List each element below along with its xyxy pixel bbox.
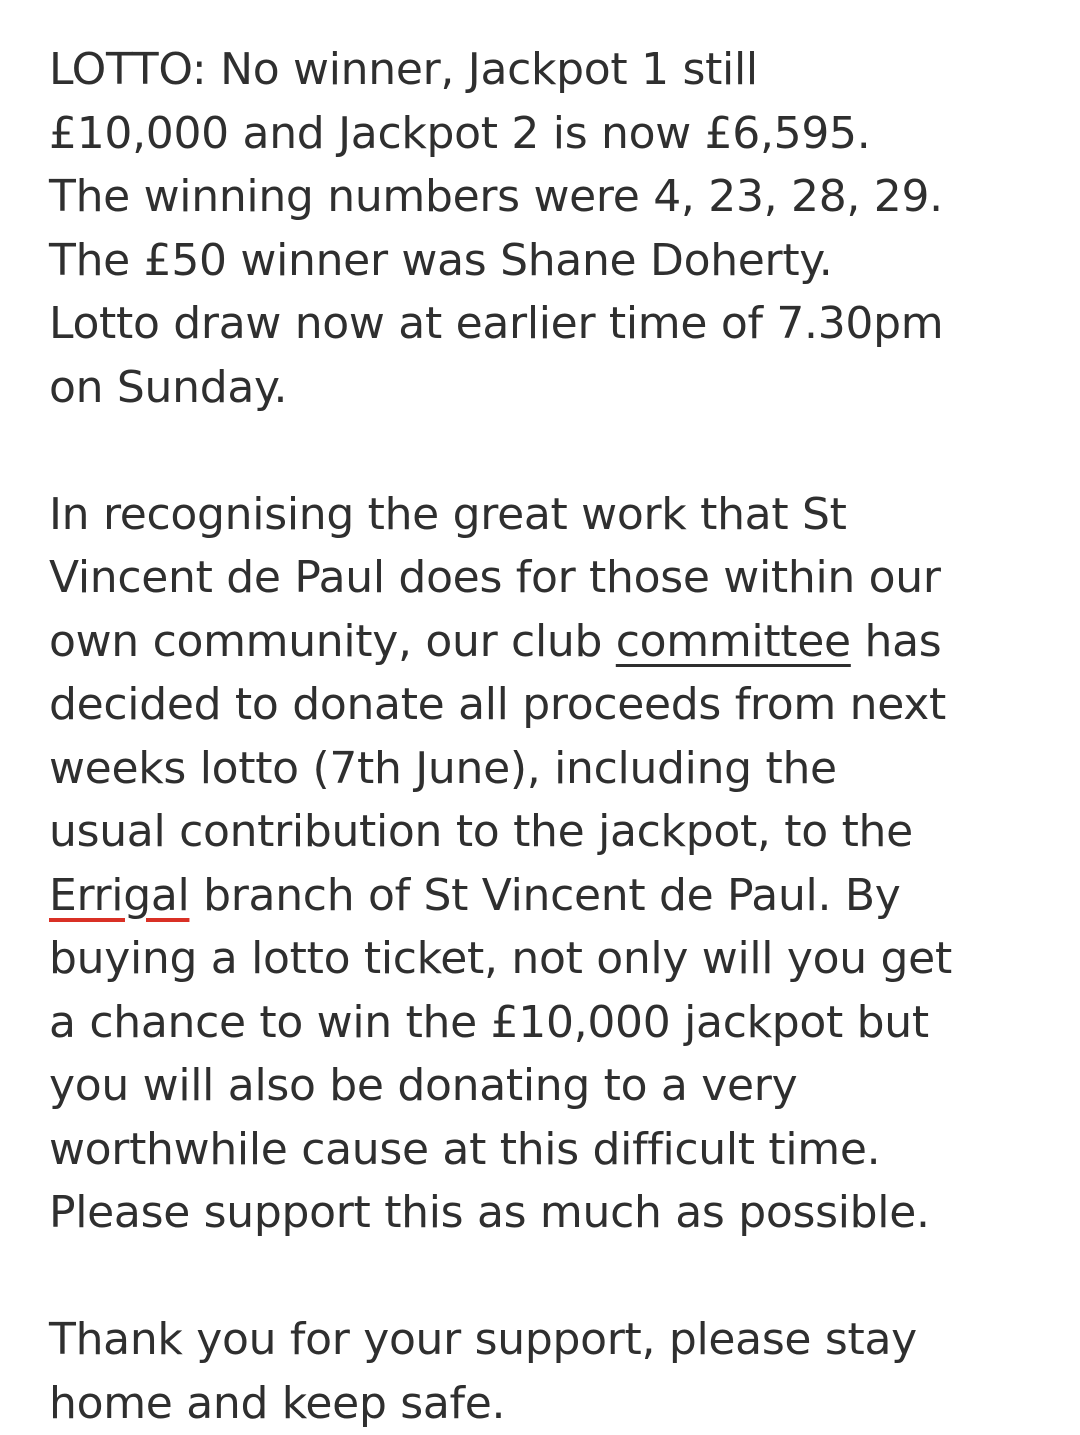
paragraph-donation [49, 483, 1049, 1245]
text-line: £10,000 and Jackpot 2 is now £6,595. [49, 107, 871, 159]
text-line: worthwhile cause at this difficult time. [49, 1123, 881, 1175]
text-segment: branch of St Vincent de Paul. By [189, 869, 901, 921]
text-line: The winning numbers were 4, 23, 28, 29. [49, 171, 943, 222]
spellcheck-flagged-word[interactable]: Errigal [49, 869, 190, 921]
text-line: buying a lotto ticket, not only will you get [49, 933, 952, 984]
paragraph-gap [49, 419, 1049, 483]
paragraph-lotto-results [49, 38, 1049, 419]
text-line: The £50 winner was Shane Doherty. [49, 234, 833, 286]
text-line: Vincent de Paul does for those within our [49, 552, 941, 603]
text-line: usual contribution to the jackpot, to the [49, 806, 913, 857]
paragraph-closing [49, 1308, 1049, 1435]
text-line: weeks lotto (7th June), including the [49, 742, 837, 794]
text-line: Lotto draw now at earlier time of 7.30pm [49, 298, 944, 349]
text-line: Thank you for your support, please stay [49, 1314, 917, 1365]
committee-link[interactable]: committee [615, 615, 851, 667]
text-segment: own community, our club [49, 615, 616, 667]
text-line: LOTTO: No winner, Jackpot 1 still [49, 44, 758, 95]
text-line: Please support this as much as possible. [49, 1187, 930, 1238]
text-line: you will also be donating to a very [49, 1060, 798, 1111]
text-segment: has [850, 615, 942, 667]
text-line: on Sunday. [49, 361, 288, 413]
text-line: home and keep safe. [49, 1377, 506, 1429]
text-line [49, 864, 1049, 928]
text-line: decided to donate all proceeds from next [49, 679, 946, 730]
text-line [49, 610, 1049, 674]
paragraph-gap [49, 1245, 1049, 1309]
text-line: a chance to win the £10,000 jackpot but [49, 996, 929, 1048]
text-line: In recognising the great work that St [49, 488, 847, 540]
message-body [49, 38, 1049, 1435]
